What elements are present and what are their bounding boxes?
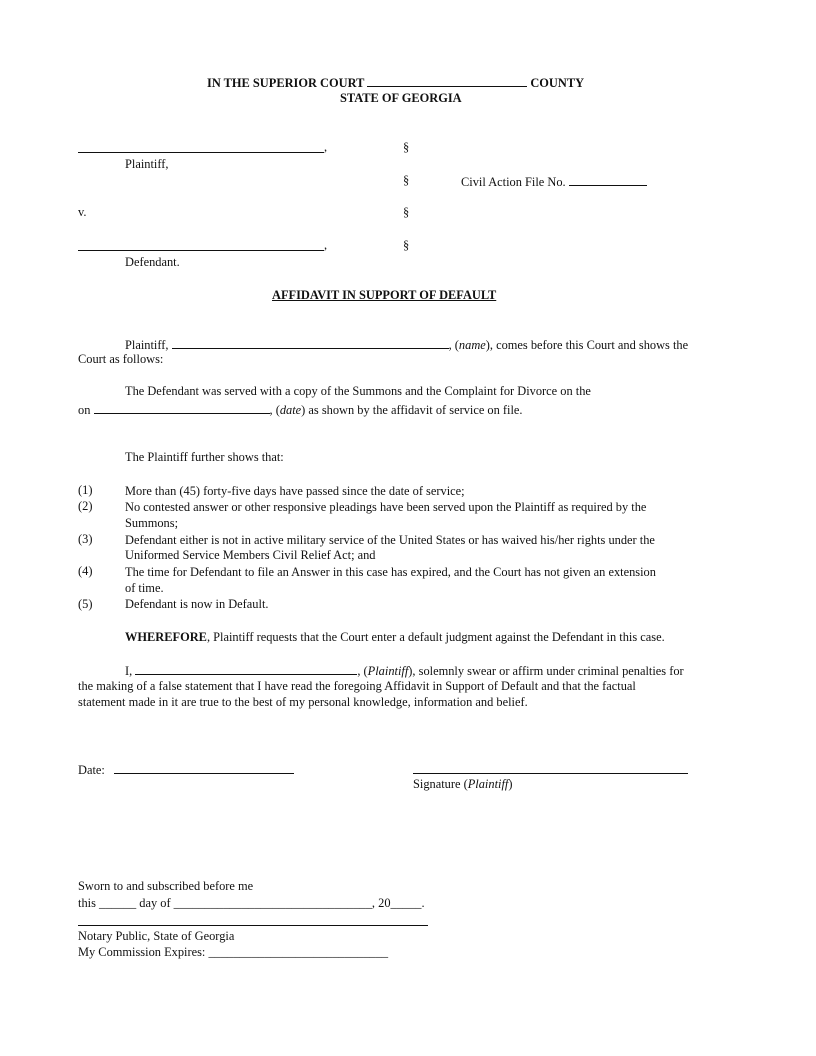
civil-action-file: Civil Action File No.: [461, 173, 647, 190]
intro-line-2: Court as follows:: [78, 352, 164, 366]
defendant-comma: ,: [324, 238, 328, 252]
date-field: Date:: [78, 761, 294, 778]
county-blank[interactable]: [367, 74, 527, 87]
defendant-label: Defendant.: [125, 255, 180, 269]
notary-date-line[interactable]: this ______ day of ________________________________, 20_____.: [78, 896, 425, 910]
signature-caption: Signature (Plaintiff): [413, 777, 513, 791]
service-line-2: on , (date) as shown by the affidavit of service on file.: [78, 403, 523, 417]
item-text: The time for Defendant to file an Answer in this case has expired, and the Court has not given an extension: [125, 565, 656, 579]
date-blank[interactable]: [114, 761, 294, 774]
plaintiff-comma: ,: [324, 140, 328, 154]
defendant-name-line[interactable]: [78, 250, 324, 251]
plaintiff-name-line[interactable]: [78, 152, 324, 153]
notary-commission[interactable]: My Commission Expires: _____________________________: [78, 945, 389, 959]
notary-signature-line[interactable]: [78, 925, 428, 926]
section-mark: §: [403, 173, 410, 187]
item-number: (4): [78, 564, 93, 578]
section-mark: §: [403, 238, 410, 252]
further-shows: The Plaintiff further shows that:: [125, 450, 284, 464]
plaintiff-label: Plaintiff,: [125, 157, 169, 171]
intro-line: Plaintiff, , (name), comes before this Court and shows the: [125, 338, 689, 352]
section-mark: §: [403, 205, 410, 219]
item-number: (3): [78, 532, 93, 546]
service-line: The Defendant was served with a copy of the Summons and the Complaint for Divorce on the: [125, 384, 591, 398]
oath-name-blank[interactable]: [135, 662, 357, 675]
item-text: Defendant is now in Default.: [125, 597, 269, 611]
item-text: Defendant either is not in active military service of the United States or has waived his/her rights under the: [125, 533, 655, 547]
item-text: Summons;: [125, 516, 179, 530]
oath-line-3: statement made in it are true to the best of my personal knowledge, information and belief.: [78, 695, 528, 709]
section-mark: §: [403, 140, 410, 154]
item-text: of time.: [125, 581, 164, 595]
item-number: (5): [78, 597, 93, 611]
notary-title: Notary Public, State of Georgia: [78, 929, 235, 943]
item-text: No contested answer or other responsive pleadings have been served upon the Plaintiff as required by the: [125, 500, 647, 514]
item-text: Uniformed Service Members Civil Relief Act; and: [125, 548, 376, 562]
state-heading: STATE OF GEORGIA: [340, 91, 462, 105]
service-date-blank[interactable]: [94, 401, 270, 414]
item-number: (1): [78, 483, 93, 497]
oath-line-2: the making of a false statement that I have read the foregoing Affidavit in Support of Default and that the factual: [78, 679, 636, 693]
signature-line[interactable]: [413, 773, 688, 774]
file-number-blank[interactable]: [569, 173, 647, 186]
item-text: More than (45) forty-five days have passed since the date of service;: [125, 484, 465, 498]
plaintiff-name-blank[interactable]: [172, 336, 449, 349]
item-number: (2): [78, 499, 93, 513]
notary-sworn: Sworn to and subscribed before me: [78, 879, 254, 893]
document-title: AFFIDAVIT IN SUPPORT OF DEFAULT: [272, 288, 497, 302]
wherefore-clause: WHEREFORE, Plaintiff requests that the Court enter a default judgment against the Defendant in this case.: [125, 630, 665, 644]
court-heading: IN THE SUPERIOR COURT COUNTY: [207, 76, 585, 90]
oath-line: I, , (Plaintiff), solemnly swear or affirm under criminal penalties for: [125, 664, 684, 678]
versus-label: v.: [78, 205, 87, 219]
